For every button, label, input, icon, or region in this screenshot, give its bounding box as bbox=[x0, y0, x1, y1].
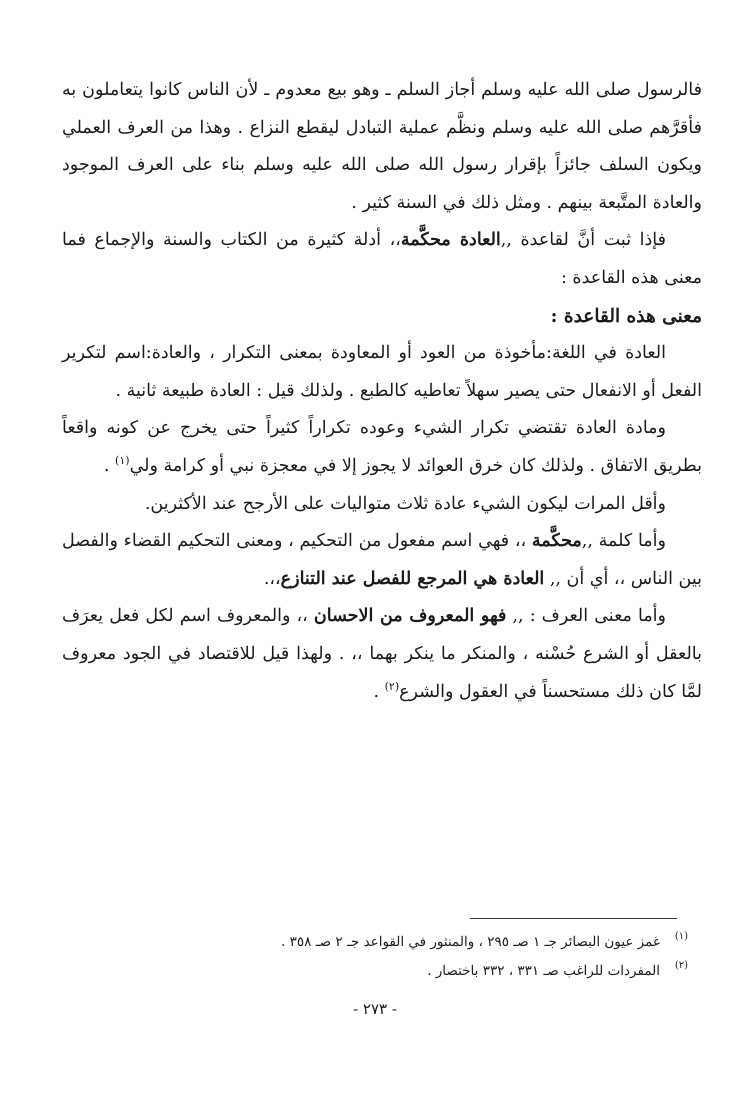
footnote-item bbox=[62, 957, 688, 986]
footnote-ref-1[interactable]: (١) bbox=[115, 454, 130, 468]
footnote-divider bbox=[470, 918, 677, 919]
footnote-ref-2[interactable]: (٢) bbox=[384, 679, 400, 693]
bold-phrase: العادة هي المرجع للفصل عند التنازع bbox=[280, 568, 545, 589]
bold-phrase: محكَّمة bbox=[531, 531, 582, 552]
footnote-text: المفردات للراغب صـ ٣٣١ ، ٣٣٢ باختصار . bbox=[427, 963, 660, 979]
footnote-number: (٢) bbox=[674, 960, 688, 971]
paragraph-7: وأما معنى العرف : ,, فهو المعروف من الاحسان ،، والمعروف اسم لكل فعل يعرَف بالعقل أو الشرع حُسْنه ، والمنكر ما ينكر بهما ،، . ولهذا قيل للاقتصاد في الجود معروف لمَّا كان ذلك مستحسناً في العقول والشرع$^{(٢)}$ . bbox=[62, 606, 702, 702]
bold-phrase: فهو المعروف من الاحسان bbox=[313, 606, 507, 627]
paragraph-5: وأقل المرات ليكون الشيء عادة ثلاث متواليات على الأرجح عند الأكثرين. bbox=[144, 493, 666, 514]
paragraph-3: العادة في اللغة:مأخوذة من العود أو المعاودة بمعنى التكرار ، والعادة:اسم لتكرير الفعل أو الانفعال حتى يصير سهلاً تعاطيه كالطبع . ولذلك قيل : العادة طبيعة ثانية . bbox=[62, 343, 702, 401]
paragraph-6: وأما كلمة ,,محكَّمة ،، فهي اسم مفعول من التحكيم ، ومعنى التحكيم القضاء والفصل بين الناس ،، أي أن ,, العادة هي المرجع للفصل عند التنازع،،. bbox=[62, 531, 702, 589]
paragraph-1: فالرسول صلى الله عليه وسلم أجاز السلم ـ وهو بيع معدوم ـ لأن الناس كانوا يتعاملون به فأقرَّهم صلى الله عليه وسلم ونظَّم عملية التبادل ليقطع النزاع . وهذا من العرف العملي ويكون السلف جائزاً بإقرار رسول الله صلى الله عليه وسلم بناء على العرف الموجود والعادة المتَّبعة بينهم . ومثل ذلك في السنة كثير . bbox=[62, 80, 702, 213]
body-text bbox=[62, 72, 702, 711]
paragraph-4: ومادة العادة تقتضي تكرار الشيء وعوده تكراراً كثيراً حتى يخرج عن كونه واقعاً بطريق الاتفاق . ولذلك كان خرق العوائد لا يجوز إلا في معجزة نبي أو كرامة ولي$^{(١)}$ . bbox=[62, 418, 702, 476]
paragraph-2: فإذا ثبت أنَّ لقاعدة ,,العادة محكَّمة،، أدلة كثيرة من الكتاب والسنة والإجماع فما معنى هذه القاعدة : bbox=[62, 230, 702, 288]
footnote-text: غمز عيون البصائر جـ ١ صـ ٢٩٥ ، والمنثور في القواعد جـ ٢ صـ ٣٥٨ . bbox=[281, 934, 660, 950]
page-number: - ٢٧٣ - bbox=[353, 1000, 397, 1018]
section-heading: معنى هذه القاعدة : bbox=[550, 305, 702, 327]
bold-phrase: العادة محكَّمة bbox=[400, 230, 501, 251]
footnotes bbox=[62, 928, 688, 986]
footnote-item bbox=[62, 928, 688, 957]
footnote-number: (١) bbox=[674, 931, 688, 942]
